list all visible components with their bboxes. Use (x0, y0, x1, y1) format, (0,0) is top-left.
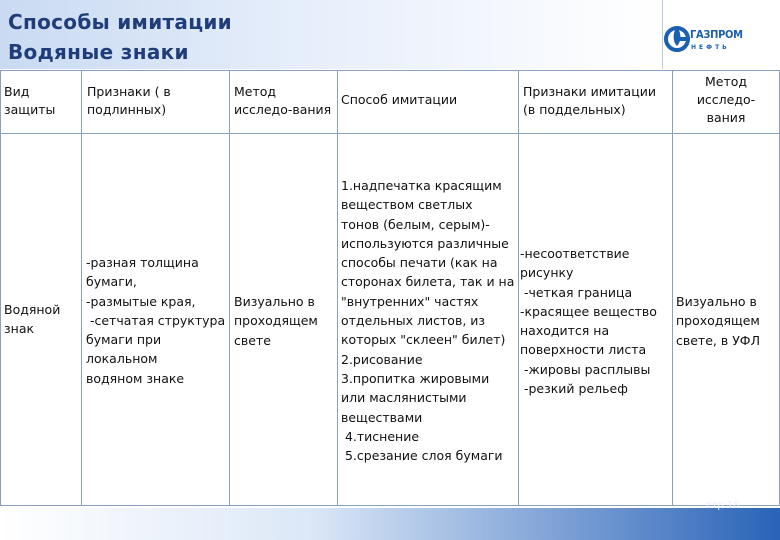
cell-genuine-features: -разная толщина бумаги, -размытые края, -сетчатая структура бумаги при локальном водяном знаке (86, 255, 226, 386)
cell-method: Визуально в проходящем свете (234, 294, 318, 348)
header-row-divider (0, 133, 780, 134)
col-header-genuine-features: Признаки ( в подлинных) (87, 84, 171, 117)
slide-title-line1: Способы имитации (8, 10, 232, 34)
logo-name: ГАЗПРОМ (690, 28, 743, 41)
column-divider (337, 70, 338, 506)
column-divider (229, 70, 230, 506)
table-top-border (0, 70, 780, 71)
cell-protection-type: Водяной знак (4, 302, 61, 337)
cell-imitation-features: -несоответствие рисунку -четкая граница -красящее вещество находится на поверхности листа -жировы расплывы -резкий рельеф (520, 246, 657, 397)
column-divider (81, 70, 82, 506)
col-header-protection-type: Вид защиты (4, 84, 56, 117)
col-header-imitation-method: Способ имитации (341, 92, 458, 107)
column-divider (0, 70, 1, 506)
col-header-imitation-features: Признаки имитации (в поддельных) (523, 84, 656, 117)
col-header-forensic-method: Метод исследо- вания (696, 74, 756, 125)
col-header-method: Метод исследо-вания (234, 84, 332, 117)
column-divider (518, 70, 519, 506)
cell-forensic-method: Визуально в проходящем свете, в УФЛ (676, 294, 760, 348)
slide-footer (0, 508, 780, 540)
logo-subtitle: НЕФТЬ (691, 44, 730, 51)
cell-imitation-methods: 1.надпечатка красящим веществом светлых тонов (белым, серым)- используются различные способы печати (как на сторонах билета, так и на "внутренних" частях отдельных листов, из которых "склеен" билет) 2.рисование 3.пропитка жировыми или маслянистыми веществами 4.тиснение 5.срезание слоя бумаги (341, 178, 515, 464)
slide-title-line2: Водяные знаки (8, 40, 189, 64)
table-bottom-border (0, 505, 780, 506)
column-divider (672, 70, 673, 506)
page-number: стр.18 (706, 500, 740, 511)
